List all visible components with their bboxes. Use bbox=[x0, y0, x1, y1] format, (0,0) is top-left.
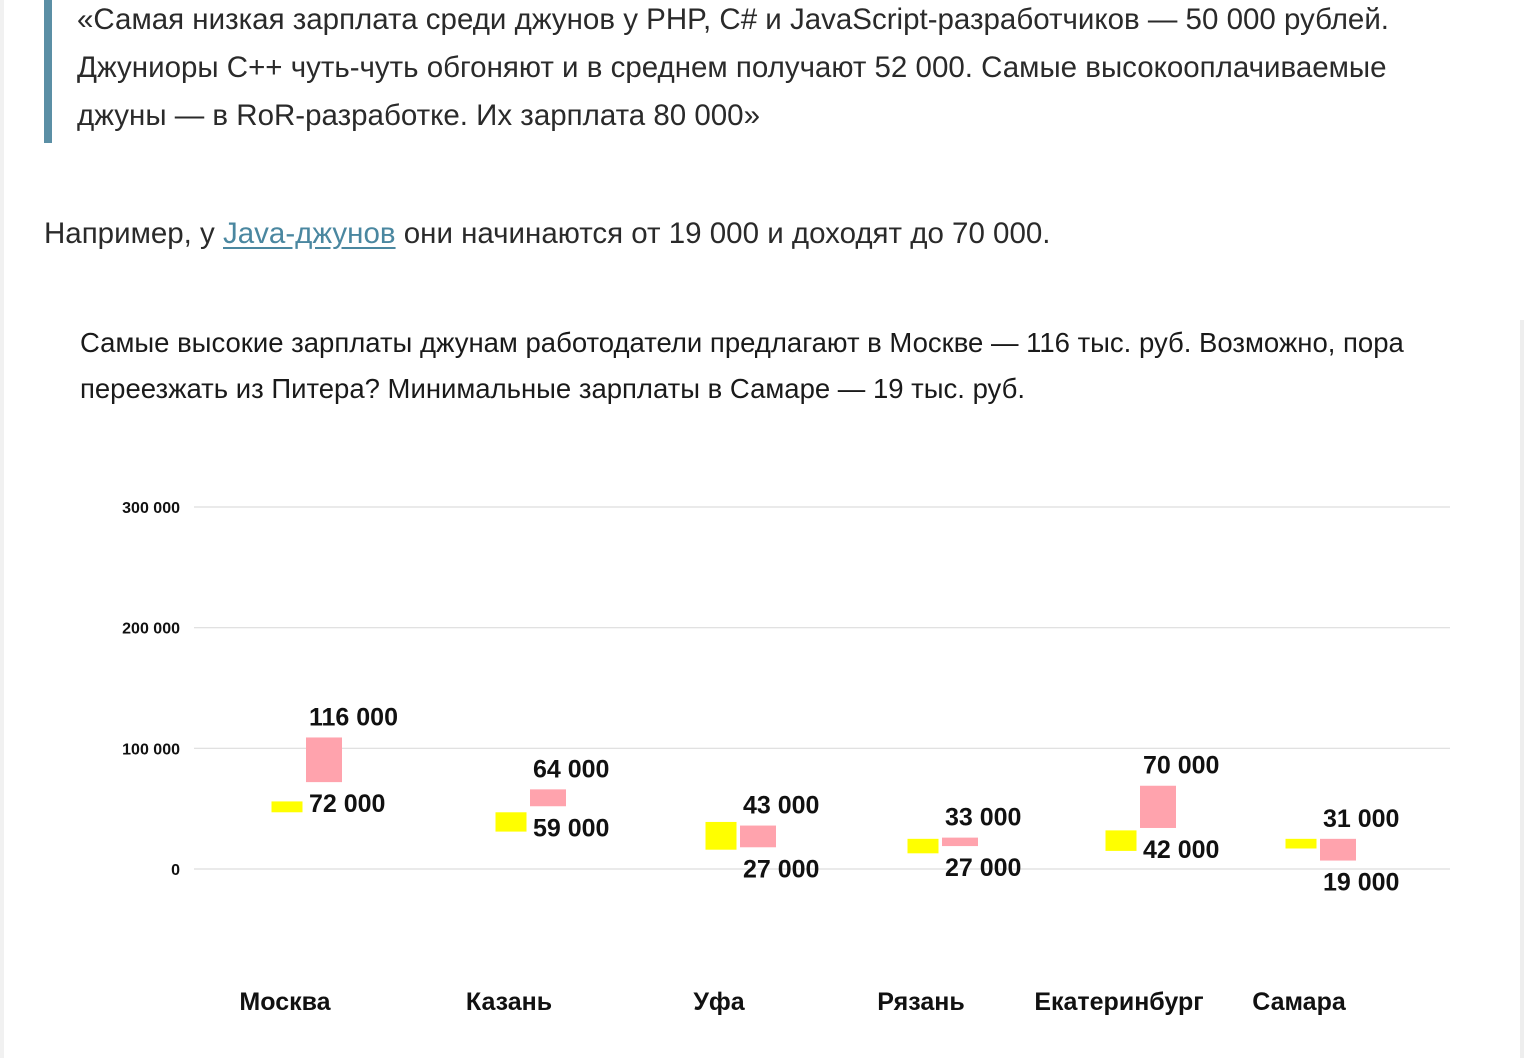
bar-yellow bbox=[272, 801, 303, 812]
bar-yellow bbox=[1286, 839, 1317, 849]
max-value-label: 64 000 bbox=[533, 755, 610, 784]
max-value-label: 70 000 bbox=[1143, 751, 1220, 780]
blockquote-bar bbox=[44, 0, 52, 143]
y-tick-label: 0 bbox=[171, 862, 180, 879]
bar-pink bbox=[740, 826, 776, 848]
min-value-label: 27 000 bbox=[743, 855, 820, 884]
java-juniors-link[interactable]: Java-джунов bbox=[223, 217, 396, 250]
category-label: Екатеринбург bbox=[1034, 988, 1204, 1016]
paragraph-text-end: они начинаются от 19 000 и доходят до 70 000. bbox=[395, 217, 1051, 250]
y-tick-label: 300 000 bbox=[122, 500, 180, 517]
blockquote-text: «Самая низкая зарплата среди джунов у PHP, C# и JavaScript-разработчиков — 50 000 рублей. Джуниоры C++ чуть-чуть обгоняют и в среднем получают 52 000. Самые высокооплачиваемые джуны — в RoR-разработке. Их зарплата 80 000» bbox=[77, 3, 1390, 132]
max-value-label: 43 000 bbox=[743, 791, 820, 820]
figure-edge bbox=[1520, 320, 1524, 1058]
bar-yellow bbox=[496, 812, 527, 831]
y-tick-label: 200 000 bbox=[122, 620, 180, 638]
bar-pink bbox=[530, 789, 566, 806]
salary-range-chart bbox=[4, 272, 1524, 1058]
min-value-label: 72 000 bbox=[309, 790, 386, 819]
bar-yellow bbox=[706, 822, 737, 850]
bar-pink bbox=[942, 838, 978, 846]
category-label: Москва bbox=[239, 988, 331, 1016]
bar-yellow bbox=[1106, 830, 1137, 851]
category-label: Казань bbox=[465, 988, 553, 1016]
chart-caption: Самые высокие зарплаты джунам работодатели предлагают в Москве — 116 тыс. руб. Возможно, пора переезжать из Питера? Минимальные зарплаты в Самаре — 19 тыс. руб. bbox=[80, 327, 1404, 404]
bar-yellow bbox=[908, 839, 939, 853]
min-value-label: 59 000 bbox=[533, 814, 610, 843]
bar-pink bbox=[306, 737, 342, 782]
max-value-label: 116 000 bbox=[309, 703, 398, 732]
min-value-label: 19 000 bbox=[1323, 868, 1400, 897]
blockquote bbox=[44, 0, 1464, 143]
category-label: Уфа bbox=[693, 988, 745, 1016]
paragraph-text-start: Например, у bbox=[44, 217, 224, 250]
max-value-label: 33 000 bbox=[945, 803, 1022, 832]
chart-figure bbox=[4, 272, 1524, 1058]
paragraph bbox=[44, 210, 1050, 258]
max-value-label: 31 000 bbox=[1323, 804, 1400, 833]
category-label: Рязань bbox=[877, 988, 965, 1016]
bar-pink bbox=[1140, 786, 1176, 828]
bar-pink bbox=[1320, 839, 1356, 861]
min-value-label: 27 000 bbox=[945, 854, 1022, 883]
y-tick-label: 100 000 bbox=[122, 741, 180, 759]
min-value-label: 42 000 bbox=[1143, 835, 1220, 864]
category-label: Самара bbox=[1252, 988, 1346, 1016]
